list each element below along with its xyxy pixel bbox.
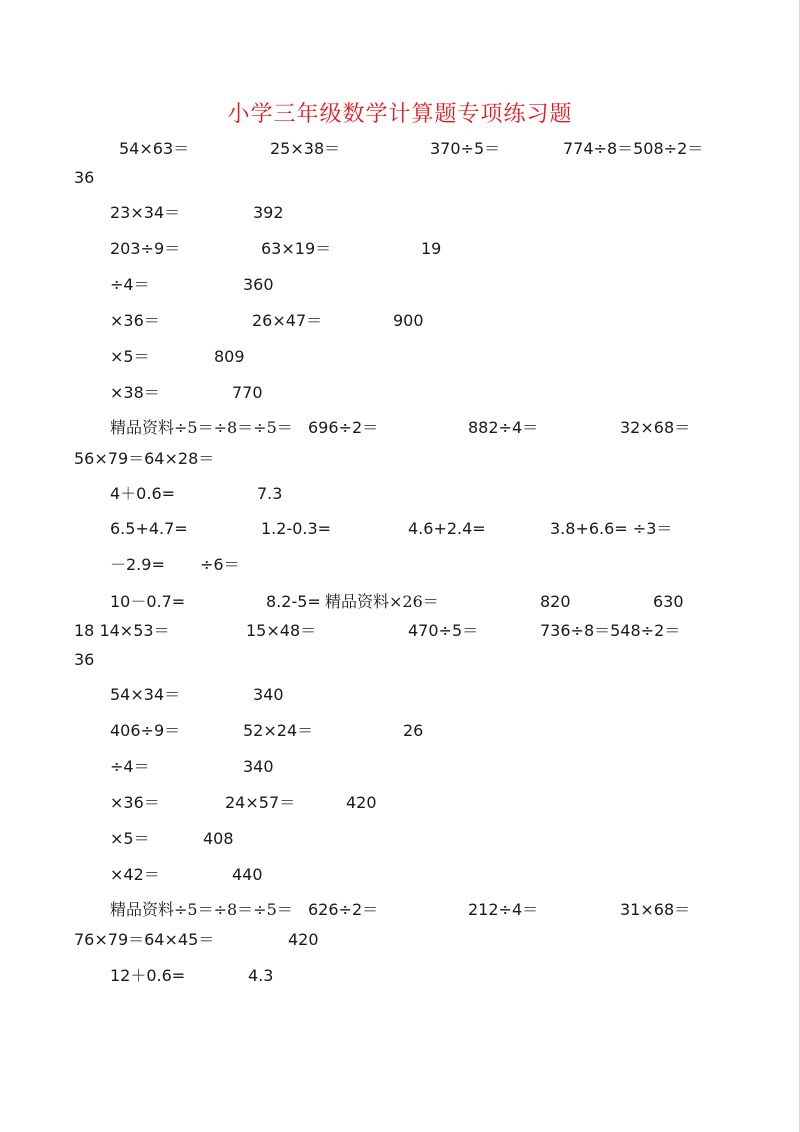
problem: 26×47＝ [252,311,323,330]
problem: 736÷8＝548÷2＝ [540,621,681,640]
problem: 54×63＝ [119,139,190,158]
problem: 626÷2＝ [308,900,379,919]
answer: 630 [653,592,684,611]
problem: 56×79＝64×28＝ [74,449,215,468]
problem: 12＋0.6= [110,966,186,985]
problem: 32×68＝ [620,418,691,437]
answer: 408 [203,829,234,848]
answer: 420 [346,793,377,812]
answer: 420 [288,930,319,949]
problem: ×42＝ [110,865,160,884]
problem: 3.8+6.6= ÷3＝ [550,519,673,538]
problem: 23×34＝ [110,203,181,222]
problem: ×5＝ [110,829,150,848]
answer: 770 [232,383,263,402]
answer: 7.3 [257,484,283,503]
answer: 820 [540,592,571,611]
problem: 203÷9＝ [110,239,181,258]
problem: ÷6＝ [200,555,240,574]
problem: 1.2-0.3= [261,519,332,538]
problem: ×36＝ [110,793,160,812]
problem: 406÷9＝ [110,721,181,740]
problem: 774÷8＝508÷2＝ [563,139,704,158]
answer: 36 [74,650,95,669]
problem: 54×34＝ [110,685,181,704]
problem: 696÷2＝ [308,418,379,437]
problem: ÷4＝ [110,757,150,776]
problem: 15×48＝ [246,621,317,640]
problem: 精品资料×26＝ [325,592,439,611]
answer: 440 [232,865,263,884]
problem: 76×79＝64×45＝ [74,930,215,949]
problem: 精品资料÷5＝÷8＝÷5＝ [110,900,293,919]
problem: 882÷4＝ [468,418,539,437]
answer: 26 [403,721,424,740]
problem: －2.9= [110,555,165,574]
problem: 25×38＝ [270,139,341,158]
problem: 4.6+2.4= [408,519,486,538]
problem: ×38＝ [110,383,160,402]
problem: ×5＝ [110,347,150,366]
problem: 52×24＝ [243,721,314,740]
problem: 10－0.7= [110,592,186,611]
answer: 900 [393,311,424,330]
problem: ×36＝ [110,311,160,330]
answer: 340 [243,757,274,776]
problem: 212÷4＝ [468,900,539,919]
answer: 4.3 [248,966,274,985]
page-title: 小学三年级数学计算题专项练习题 [227,102,573,127]
problem: 470÷5＝ [408,621,479,640]
problem: 370÷5＝ [430,139,501,158]
answer: 19 [421,239,442,258]
answer: 340 [253,685,284,704]
answer: 36 [74,168,95,187]
problem: 24×57＝ [225,793,296,812]
answer: 360 [243,275,274,294]
answer: 392 [253,203,284,222]
problem: 精品资料÷5＝÷8＝÷5＝ [110,418,293,437]
answer: 809 [214,347,245,366]
problem: 8.2-5= [266,592,321,611]
problem: 18 14×53＝ [74,621,170,640]
problem: 31×68＝ [620,900,691,919]
problem: ÷4＝ [110,275,150,294]
problem: 4＋0.6= [110,484,176,503]
problem: 63×19＝ [261,239,332,258]
problem: 6.5+4.7= [110,519,188,538]
